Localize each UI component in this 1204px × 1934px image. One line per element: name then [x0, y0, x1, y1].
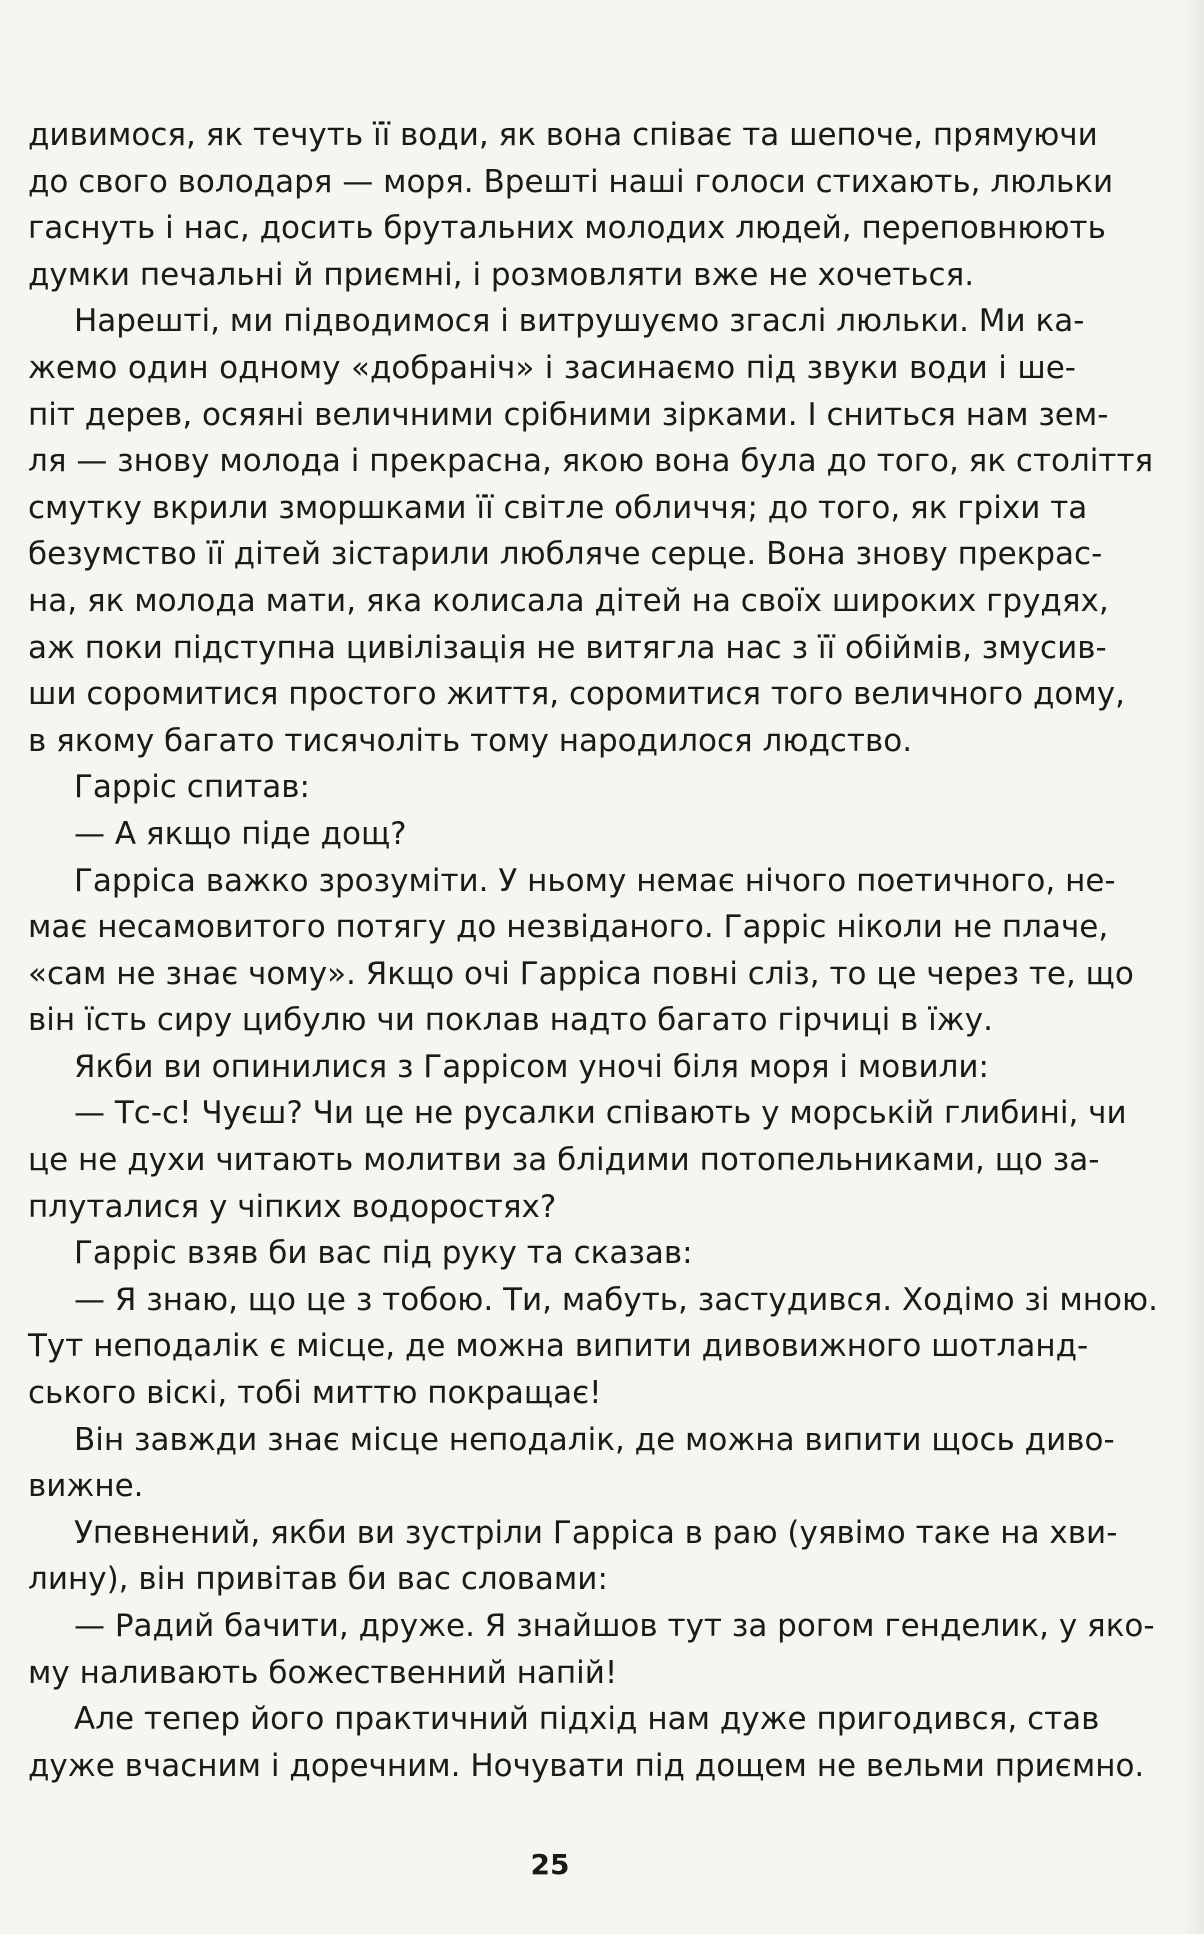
text-line: ши соромитися простого життя, соромитися того величного дому,	[28, 676, 1125, 713]
text-line: Гарріс взяв би вас під руку та сказав:	[74, 1235, 693, 1272]
text-line: Гарріса важко зрозуміти. У ньому немає нічого поетичного, не-	[74, 862, 1116, 899]
text-line: це не духи читають молитви за блідими потопельниками, що за-	[28, 1142, 1100, 1179]
text-line: піт дерев, осяяні величними срібними зірками. І сниться нам зем-	[28, 396, 1109, 433]
text-line: — Я знаю, що це з тобою. Ти, мабуть, застудився. Ходімо зі мною.	[74, 1281, 1158, 1318]
text-line: Тут неподалік є місце, де можна випити дивовижного шотланд-	[28, 1328, 1089, 1365]
text-line: му наливають божественний напій!	[28, 1654, 618, 1691]
text-line: вижне.	[28, 1468, 144, 1505]
text-line: безумство її дітей зістарили люблячe серце. Вона знову прекрас-	[28, 536, 1103, 573]
text-line: дуже вчасним і доречним. Ночувати під дощем не вельми приємно.	[28, 1747, 1145, 1784]
text-line: він їсть сиру цибулю чи поклав надто багато гірчиці в їжу.	[28, 1002, 993, 1039]
text-line: жемо один одному «добраніч» і засинаємо під звуки води і ше-	[28, 349, 1076, 386]
text-line: дивимося, як течуть її води, як вона співає та шепоче, прямуючи	[28, 117, 1098, 153]
text-line: Якби ви опинилися з Гаррісом уночі біля моря і мовили:	[74, 1048, 989, 1085]
text-line: — Тс-с! Чуєш? Чи це не русалки співають у морській глибині, чи	[74, 1095, 1127, 1132]
text-line: Він завжди знає місце неподалік, де можна випити щось диво-	[74, 1421, 1115, 1458]
page-edge-shadow	[1180, 0, 1204, 1934]
text-line: має несамовитого потягу до незвіданого. Гарріс ніколи не плаче,	[28, 909, 1109, 946]
text-line: Гарріс спитав:	[74, 769, 310, 806]
text-line: на, як молода мати, яка колисала дітей на своїх широких грудях,	[28, 582, 1109, 619]
text-line: «сам не знає чому». Якщо очі Гарріса повні сліз, то це через те, що	[28, 955, 1134, 992]
text-line: думки печальні й приємні, і розмовляти вже не хочеться.	[28, 256, 975, 293]
text-line: до свого володаря — моря. Врешті наші голоси стихають, люльки	[28, 163, 1114, 200]
page-number: 25	[530, 1848, 570, 1881]
text-line: аж поки підступна цивілізація не витягла нас з її обіймів, змусив-	[28, 629, 1107, 666]
text-line: — Радий бачити, друже. Я знайшов тут за рогом генделик, у яко-	[74, 1608, 1155, 1644]
text-line: Але тепер його практичний підхід нам дуже пригодився, став	[74, 1701, 1100, 1738]
text-line: смутку вкрили зморшками її світле обличчя; до того, як гріхи та	[28, 489, 1088, 526]
text-line: ля — знову молода і прекрасна, якою вона була до того, як століття	[28, 443, 1154, 480]
text-line: в якому багато тисячоліть тому народилося людство.	[28, 722, 913, 759]
text-line: Нарешті, ми підводимося і витрушуємо згаслі люльки. Ми ка-	[74, 303, 1085, 340]
body-text	[28, 112, 1158, 1789]
text-line: лину), він привітав би вас словами:	[28, 1561, 608, 1598]
text-line: Упевнений, якби ви зустріли Гарріса в раю (уявімо таке на хви-	[74, 1514, 1118, 1551]
text-line: плуталися у чіпких водоростях?	[28, 1188, 557, 1225]
text-line: ського віскі, тобі миттю покращає!	[28, 1375, 602, 1412]
text-line: гаснуть і нас, досить брутальних молодих людей, переповнюють	[28, 210, 1106, 247]
text-line: — А якщо піде дощ?	[74, 815, 407, 852]
